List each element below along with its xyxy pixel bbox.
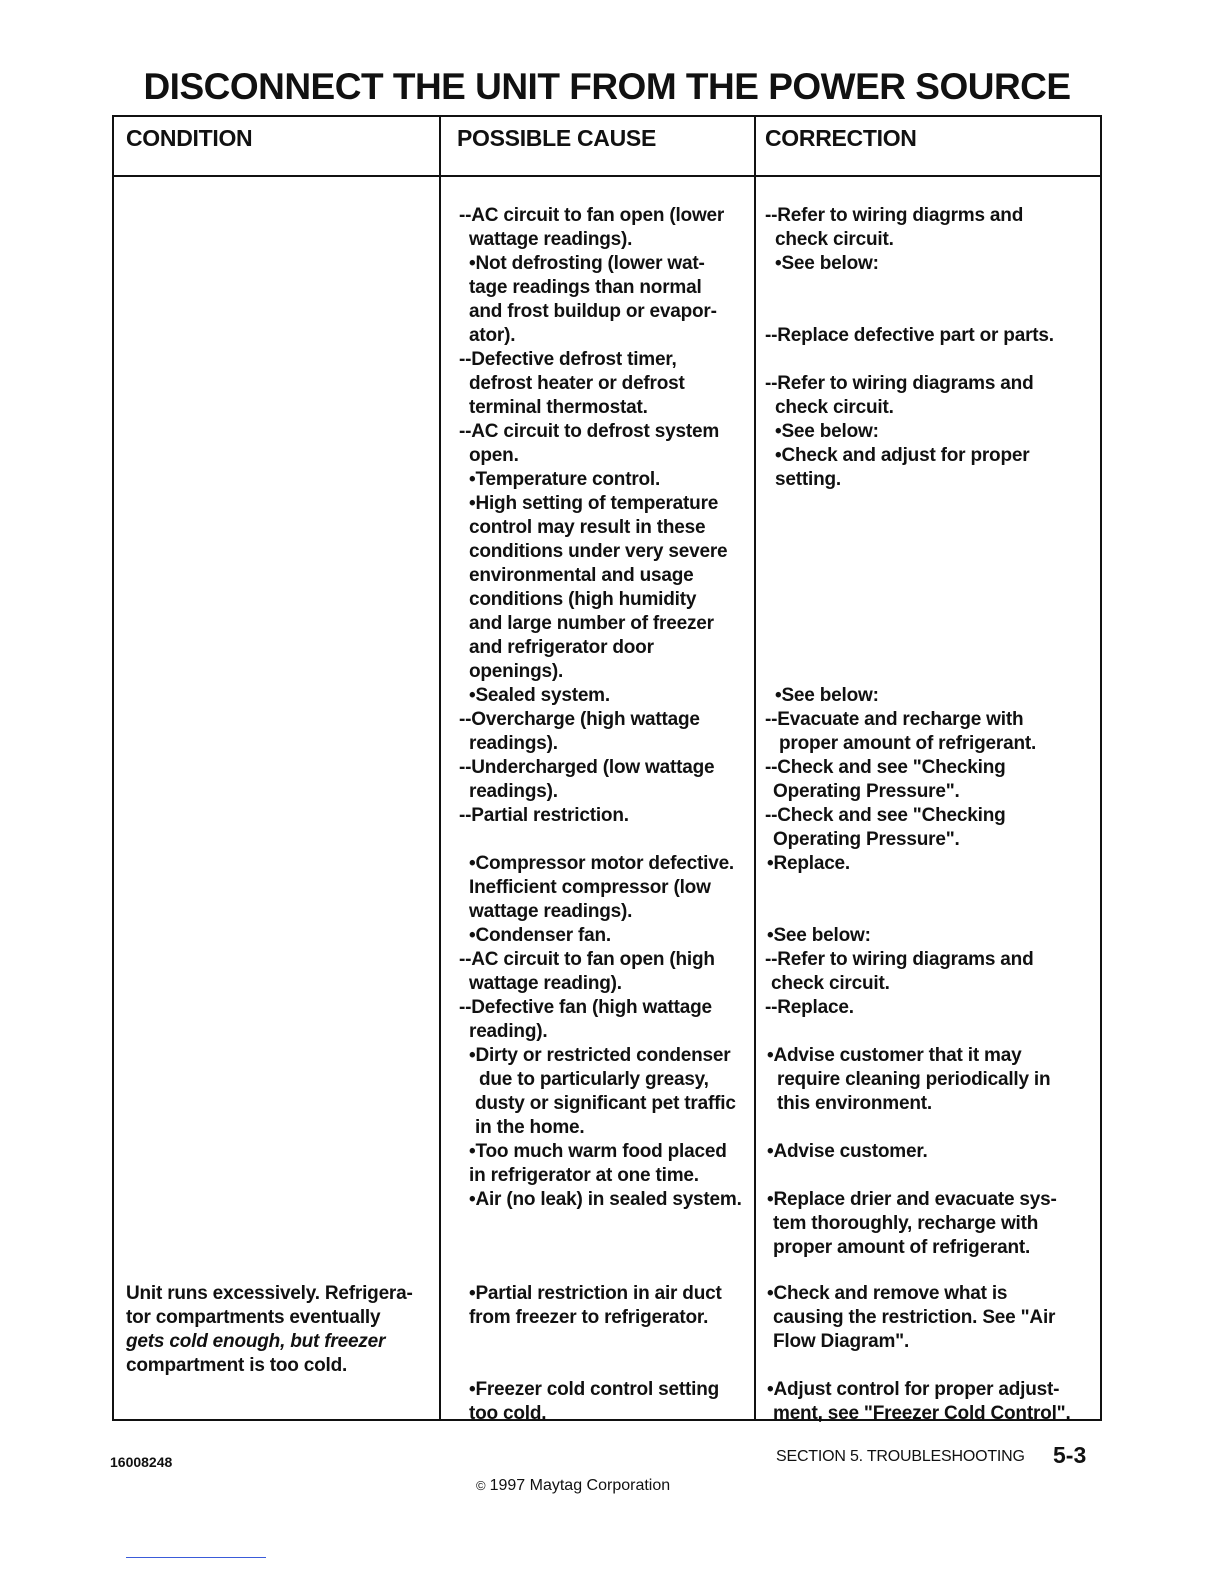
- cause-line: conditions under very severe: [469, 541, 728, 562]
- condition-line: compartment is too cold.: [126, 1355, 348, 1376]
- cause-line: readings).: [469, 733, 558, 754]
- cause-line: from freezer to refrigerator.: [469, 1307, 709, 1328]
- correction-line: •Replace.: [767, 853, 851, 874]
- correction-line: proper amount of refrigerant.: [773, 1237, 1031, 1258]
- cause-line: open.: [469, 445, 519, 466]
- correction-line: •See below:: [767, 925, 871, 946]
- column-header-correction: CORRECTION: [765, 125, 917, 151]
- cause-line: and frost buildup or evapor-: [469, 301, 717, 322]
- page-number: 5-3: [1053, 1442, 1087, 1468]
- cause-line: --AC circuit to defrost system: [459, 421, 720, 442]
- correction-line: --Replace.: [765, 997, 854, 1018]
- bottom-rule: [126, 1557, 266, 1558]
- condition-line: tor compartments eventually: [126, 1307, 381, 1328]
- correction-line: causing the restriction. See "Air: [773, 1307, 1056, 1328]
- cause-line: •Temperature control.: [469, 469, 661, 490]
- copyright: [476, 1477, 670, 1495]
- correction-line: require cleaning periodically in: [777, 1069, 1051, 1090]
- correction-line: --Refer to wiring diagrms and: [765, 205, 1024, 226]
- troubleshooting-table: [112, 115, 1102, 1424]
- correction-line: Operating Pressure".: [773, 829, 960, 850]
- cause-line: •Dirty or restricted condenser: [469, 1045, 731, 1066]
- correction-line: •Check and remove what is: [767, 1283, 1008, 1304]
- cause-line: --Defective defrost timer,: [459, 349, 677, 370]
- correction-line: •See below:: [775, 253, 879, 274]
- copyright-text: 1997 Maytag Corporation: [489, 1477, 671, 1494]
- cause-line: •Partial restriction in air duct: [469, 1283, 722, 1304]
- cause-line: wattage readings).: [469, 901, 633, 922]
- cause-line: wattage readings).: [469, 229, 633, 250]
- cause-line: readings).: [469, 781, 558, 802]
- cause-line: Inefficient compressor (low: [469, 877, 711, 898]
- column-header-condition: CONDITION: [126, 125, 253, 151]
- cause-line: •Air (no leak) in sealed system.: [469, 1189, 742, 1210]
- column-divider: [754, 117, 756, 1419]
- document-number: 16008248: [110, 1454, 173, 1470]
- cause-line: tage readings than normal: [469, 277, 702, 298]
- cause-line: dusty or significant pet traffic: [475, 1093, 736, 1114]
- condition-line: gets cold enough, but freezer: [126, 1331, 386, 1352]
- correction-line: •Advise customer.: [767, 1141, 928, 1162]
- section-label: SECTION 5. TROUBLESHOOTING: [776, 1448, 1025, 1465]
- correction-line: Flow Diagram".: [773, 1331, 910, 1352]
- correction-line: this environment.: [777, 1093, 932, 1114]
- condition-line: Unit runs excessively. Refrigera-: [126, 1283, 413, 1304]
- column-header-cause: POSSIBLE CAUSE: [457, 125, 657, 151]
- cause-line: --Defective fan (high wattage: [459, 997, 712, 1018]
- page-title: DISCONNECT THE UNIT FROM THE POWER SOURCE: [143, 66, 1071, 107]
- correction-line: •Replace drier and evacuate sys-: [767, 1189, 1057, 1210]
- cause-line: defrost heater or defrost: [469, 373, 685, 394]
- cause-line: --AC circuit to fan open (lower: [459, 205, 725, 226]
- correction-line: •Check and adjust for proper: [775, 445, 1030, 466]
- correction-line: --Replace defective part or parts.: [765, 325, 1054, 346]
- cause-line: conditions (high humidity: [469, 589, 697, 610]
- correction-line: --Evacuate and recharge with: [765, 709, 1024, 730]
- cause-line: in refrigerator at one time.: [469, 1165, 699, 1186]
- cause-line: •High setting of temperature: [469, 493, 719, 514]
- cause-line: •Condenser fan.: [469, 925, 611, 946]
- cause-line: --Undercharged (low wattage: [459, 757, 715, 778]
- cause-line: and refrigerator door: [469, 637, 654, 658]
- column-divider: [439, 117, 441, 1419]
- correction-line: setting.: [775, 469, 841, 490]
- cause-line: --Overcharge (high wattage: [459, 709, 700, 730]
- correction-line: Operating Pressure".: [773, 781, 960, 802]
- cause-line: and large number of freezer: [469, 613, 714, 634]
- header-divider: [114, 175, 1100, 177]
- cause-line: reading).: [469, 1021, 548, 1042]
- cause-line: in the home.: [475, 1117, 585, 1138]
- correction-line: tem thoroughly, recharge with: [773, 1213, 1039, 1234]
- cause-line: •Too much warm food placed: [469, 1141, 727, 1162]
- cause-line: wattage reading).: [469, 973, 622, 994]
- cause-line: too cold.: [469, 1403, 547, 1424]
- correction-line: check circuit.: [771, 973, 890, 994]
- cause-line: •Not defrosting (lower wat-: [469, 253, 705, 274]
- correction-line: --Check and see "Checking: [765, 757, 1006, 778]
- cause-line: •Compressor motor defective.: [469, 853, 735, 874]
- correction-line: •Adjust control for proper adjust-: [767, 1379, 1060, 1400]
- correction-line: --Check and see "Checking: [765, 805, 1006, 826]
- copyright-icon: ©: [476, 1478, 486, 1493]
- correction-line: •See below:: [775, 685, 879, 706]
- cause-line: environmental and usage: [469, 565, 694, 586]
- cause-line: due to particularly greasy,: [479, 1069, 709, 1090]
- cause-line: •Sealed system.: [469, 685, 610, 706]
- correction-line: •See below:: [775, 421, 879, 442]
- correction-line: •Advise customer that it may: [767, 1045, 1022, 1066]
- correction-line: --Refer to wiring diagrams and: [765, 949, 1034, 970]
- correction-line: proper amount of refrigerant.: [779, 733, 1037, 754]
- correction-line: check circuit.: [775, 229, 894, 250]
- cause-line: •Freezer cold control setting: [469, 1379, 720, 1400]
- cause-line: openings).: [469, 661, 564, 682]
- correction-line: --Refer to wiring diagrams and: [765, 373, 1034, 394]
- correction-line: ment, see "Freezer Cold Control".: [773, 1403, 1071, 1424]
- cause-line: --AC circuit to fan open (high: [459, 949, 715, 970]
- cause-line: terminal thermostat.: [469, 397, 648, 418]
- correction-line: check circuit.: [775, 397, 894, 418]
- cause-line: --Partial restriction.: [459, 805, 629, 826]
- cause-line: control may result in these: [469, 517, 706, 538]
- cause-line: ator).: [469, 325, 516, 346]
